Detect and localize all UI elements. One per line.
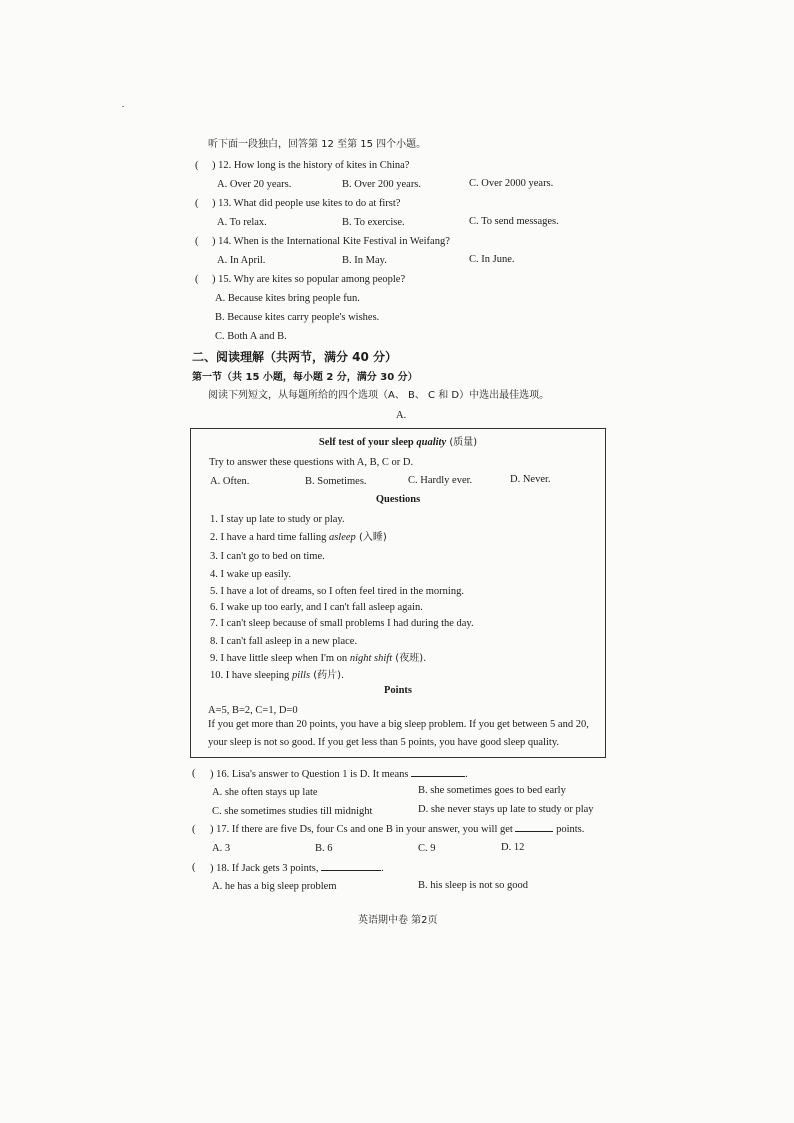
points-explanation-2: your sleep is not so good. If you get less than 5 points, you have good sleep quality. [208,737,560,748]
question-text: ) 15. Why are kites so popular among people? [212,274,406,285]
box-question-2: 2. I have a hard time falling asleep (入睡) [210,532,387,543]
option-b: B. his sleep is not so good [418,880,528,891]
scan-speck [122,106,124,107]
option-c: C. 9 [418,843,436,854]
option-a: A. she often stays up late [212,787,318,798]
points-values: A=5, B=2, C=1, D=0 [208,705,298,716]
option-b: B. Over 200 years. [342,179,422,190]
question-text: ) 18. If Jack gets 3 points, . [210,863,384,874]
listening-intro: 听下面一段独白，回答第 12 至第 15 四个小题。 [208,139,427,150]
option-a: A. he has a big sleep problem [212,881,337,892]
box-question-10: 10. I have sleeping pills (药片). [210,670,345,681]
option-a: A. To relax. [217,217,267,228]
box-question-8: 8. I can't fall asleep in a new place. [210,636,358,647]
passage-label: A. [396,410,407,421]
box-question-5: 5. I have a lot of dreams, so I often feel tired in the morning. [210,586,464,597]
option-a: A. Over 20 years. [217,179,292,190]
option-c: C. Over 2000 years. [469,178,554,189]
choice-b: B. Sometimes. [305,476,367,487]
option-a: A. In April. [217,255,266,266]
option-c: C. Both A and B. [215,331,287,342]
option-b: B. 6 [315,843,333,854]
option-a: A. Because kites bring people fun. [215,293,360,304]
part-instructions: 阅读下列短文，从每题所给的四个选项（A、 B、 C 和 D）中选出最佳选项。 [208,390,550,401]
answer-paren: ( [195,274,199,285]
answer-paren: ( [195,236,199,247]
choice-a: A. Often. [210,476,250,487]
points-explanation-1: If you get more than 20 points, you have a big sleep problem. If you get between 5 and 20, [208,719,589,730]
answer-blank[interactable] [321,861,381,871]
box-question-4: 4. I wake up easily. [210,569,291,580]
option-b: B. To exercise. [342,217,405,228]
option-c: C. she sometimes studies till midnight [212,806,373,817]
box-question-7: 7. I can't sleep because of small problems I had during the day. [210,618,474,629]
option-d: D. 12 [501,842,525,853]
box-question-3: 3. I can't go to bed on time. [210,551,325,562]
question-text: ) 16. Lisa's answer to Question 1 is D. It means . [210,769,468,780]
answer-paren: ( [192,768,196,779]
page-footer: 英语期中卷 第2页 [358,915,438,926]
question-text: ) 12. How long is the history of kites in China? [212,160,410,171]
option-c: C. In June. [469,254,515,265]
option-d: D. she never stays up late to study or play [418,804,594,815]
box-question-9: 9. I have little sleep when I'm on night shift (夜班). [210,653,427,664]
answer-paren: ( [195,198,199,209]
question-text: ) 14. When is the International Kite Festival in Weifang? [212,236,450,247]
answer-blank[interactable] [515,822,553,832]
option-b: B. she sometimes goes to bed early [418,785,566,796]
box-question-1: 1. I stay up late to study or play. [210,514,345,525]
answer-blank[interactable] [411,767,465,777]
question-text: ) 17. If there are five Ds, four Cs and one B in your answer, you will get points. [210,824,585,835]
questions-heading: Questions [375,494,421,505]
answer-paren: ( [195,160,199,171]
box-instructions: Try to answer these questions with A, B, C or D. [209,457,414,468]
option-c: C. To send messages. [469,216,559,227]
option-b: B. Because kites carry people's wishes. [215,312,380,323]
option-b: B. In May. [342,255,387,266]
part-title: 第一节（共 15 小题，每小题 2 分，满分 30 分） [192,372,418,383]
answer-paren: ( [192,824,196,835]
box-title: Self test of your sleep quality (质量) [318,437,478,448]
points-heading: Points [383,685,412,696]
option-a: A. 3 [212,843,231,854]
choice-c: C. Hardly ever. [408,475,473,486]
section-title: 二、阅读理解（共两节，满分 40 分） [192,350,398,364]
question-text: ) 13. What did people use kites to do at first? [212,198,401,209]
box-question-6: 6. I wake up too early, and I can't fall asleep again. [210,602,423,613]
answer-paren: ( [192,862,196,873]
choice-d: D. Never. [510,474,551,485]
